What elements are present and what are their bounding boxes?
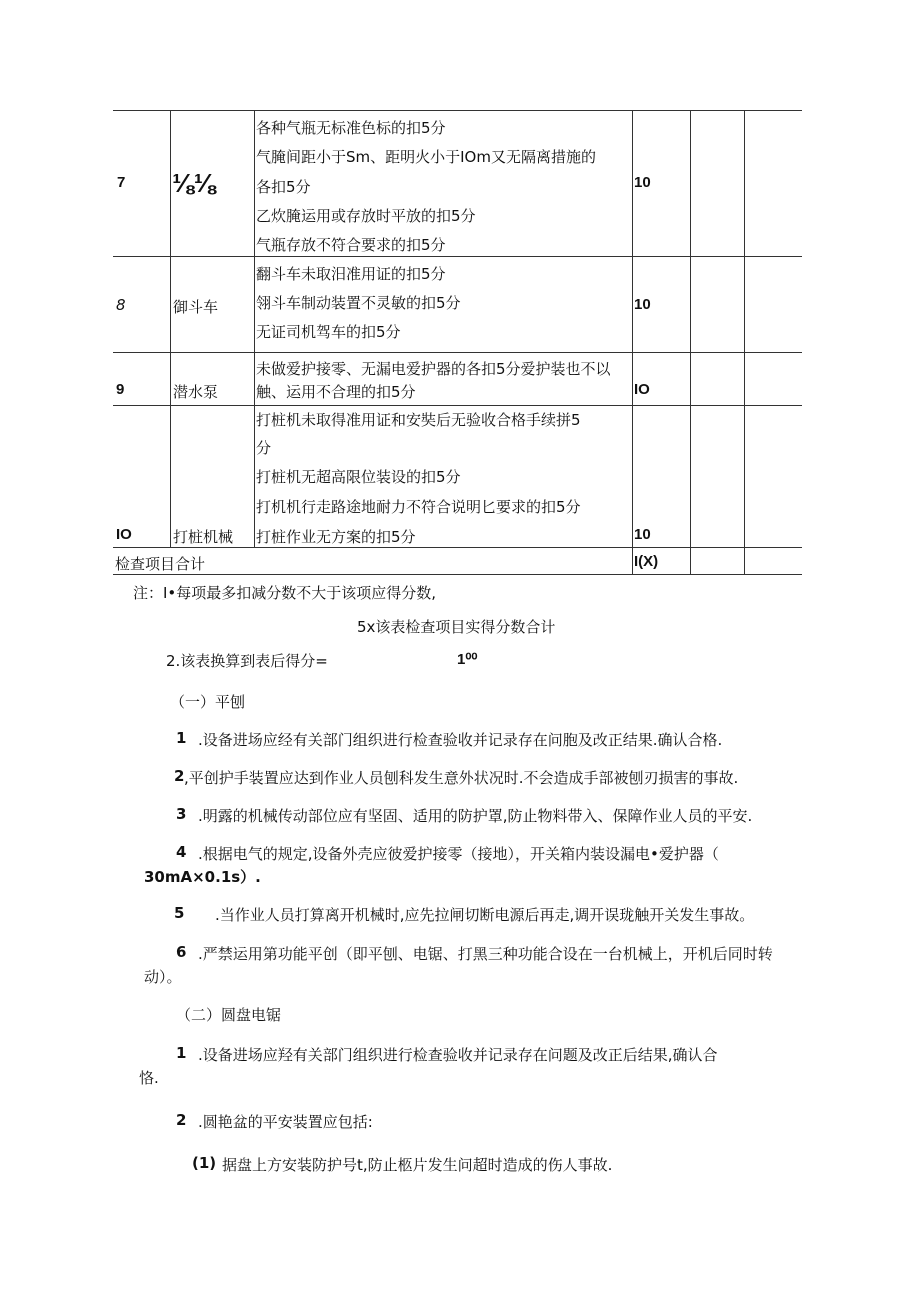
- row-score: 10: [634, 174, 651, 191]
- item-text-continuation: 30mA×0.1s）.: [144, 868, 261, 886]
- item-number: 1: [176, 1044, 187, 1062]
- row-criterion-line: 未做爱护接零、无漏电爱护器的各扣5分爱护装也不以: [256, 360, 611, 378]
- formula-denominator: 1⁰⁰: [457, 651, 478, 668]
- item-text: .设备进场应羟有关部门组织进行检查验收并记录存在问题及改正后结果,确认合: [198, 1046, 718, 1064]
- item-text: ,平创护手装置应达到作业人员刨科发生意外状况时.不会造成手部被刨刃损害的事故.: [184, 769, 739, 787]
- row-criterion-line: 分: [256, 439, 272, 457]
- row-criterion-line: 打桩作业无方案的扣5分: [256, 528, 416, 546]
- total-score: I(X): [634, 553, 659, 570]
- table-col-divider: [170, 110, 171, 547]
- table-col-divider: [254, 110, 255, 547]
- section-title-circular-saw: （二）圆盘电锯: [176, 1006, 282, 1024]
- row-score: 10: [634, 526, 651, 543]
- item-number: 2: [174, 767, 185, 785]
- item-number: 2: [176, 1111, 187, 1129]
- table-row-divider: [113, 352, 802, 353]
- row-item-name: 御斗车: [173, 298, 219, 316]
- item-text-continuation: 恪.: [139, 1069, 159, 1087]
- item-number: 3: [176, 805, 187, 823]
- row-criterion-line: 翎斗车制动装置不灵敏的扣5分: [256, 294, 461, 312]
- note-2: 2.该表换算到表后得分=: [166, 652, 328, 670]
- row-number: 8: [116, 296, 126, 314]
- formula-numerator: 5x该表检查项目实得分数合计: [357, 618, 556, 636]
- row-item-name: 潜水泵: [173, 383, 219, 401]
- row-criterion-line: 打桩机未取得准用证和安奘后无验收合格手续拼5: [256, 411, 581, 429]
- row-criterion-line: 触、运用不合理的扣5分: [256, 383, 416, 401]
- row-number: IO: [116, 526, 132, 543]
- item-text-continuation: 动）。: [144, 968, 182, 986]
- item-number: 4: [176, 843, 187, 861]
- item-text: .当作业人员打算离开机械时,应先拉闸切断电源后再走,调开误珑触开关发生事故。: [215, 906, 755, 924]
- item-text: .根据电气的规定,设备外壳应彼爱护接零（接地），开关箱内装设漏电•爱护器（: [198, 845, 719, 863]
- table-col-divider: [690, 110, 691, 574]
- table-top-rule: [113, 110, 802, 111]
- table-row-divider: [113, 405, 802, 406]
- item-text: .设备进场应经有关部门组织进行检查验收并记录存在问胞及改正结果.确认合格.: [198, 731, 723, 749]
- row-number: 7: [117, 174, 126, 191]
- table-bottom-rule: [113, 574, 802, 575]
- total-label: 检查项目合计: [115, 555, 206, 573]
- table-row-divider: [113, 256, 802, 257]
- note-1: 注：I•每项最多扣减分数不大于该项应得分数,: [133, 584, 437, 602]
- table-col-divider: [744, 110, 745, 574]
- row-criterion-line: 打桩机无超高限位装设的扣5分: [256, 468, 461, 486]
- row-score: 10: [634, 296, 651, 313]
- section-title-planer: （一）平刨: [170, 693, 246, 711]
- row-criterion-line: 翻斗车未取汨准用证的扣5分: [256, 265, 446, 283]
- item-number: 5: [174, 904, 185, 922]
- row-criterion-line: 各种气瓶无标准色标的扣5分: [256, 119, 446, 137]
- row-score: IO: [634, 381, 650, 398]
- item-number: 6: [176, 943, 187, 961]
- row-criterion-line: 气腌间距小于Sm、距明火小于IOm又无隔离措施的: [256, 148, 596, 166]
- item-text: .明露的机械传动部位应有坚固、适用的防护罩,防止物料带入、保障作业人员的平安.: [198, 807, 753, 825]
- item-text: .严禁运用第功能平创（即平刨、电锯、打黑三种功能合设在一台机械上，开机后同时转: [198, 945, 773, 963]
- row-item-name: 打桩机械: [173, 528, 234, 546]
- row-number: 9: [116, 381, 125, 398]
- table-row-divider: [113, 547, 802, 548]
- row-criterion-line: 各扣5分: [256, 178, 311, 196]
- row-criterion-line: 打机机行走路途地耐力不符合说明匕要求的扣5分: [256, 498, 581, 516]
- item-number: 1: [176, 729, 187, 747]
- row-criterion-line: 气瓶存放不符合要求的扣5分: [256, 236, 446, 254]
- row-item-name: ⅛⅛: [172, 168, 216, 198]
- item-number: (1): [192, 1154, 217, 1172]
- item-text: .圆艳盆的平安装置应包括:: [198, 1113, 373, 1131]
- table-col-divider: [632, 110, 633, 574]
- row-criterion-line: 无证司机驾车的扣5分: [256, 323, 401, 341]
- row-criterion-line: 乙炊腌运用或存放时平放的扣5分: [256, 207, 476, 225]
- item-text: 据盘上方安装防护号t,防止柩片发生问超时造成的伤人事故.: [222, 1156, 613, 1174]
